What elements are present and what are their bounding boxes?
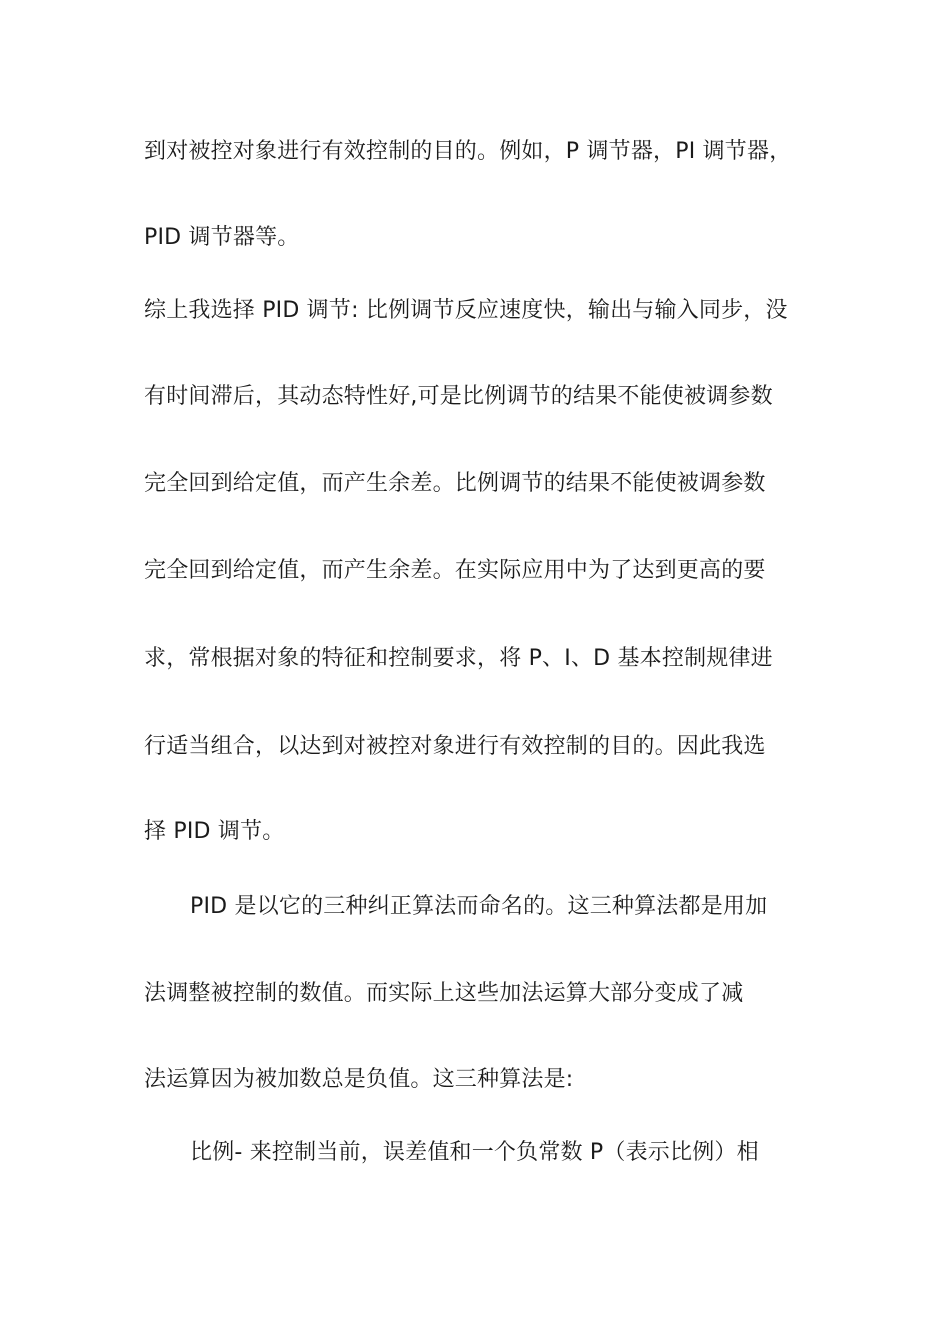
paragraph-line: 行适当组合，以达到对被控对象进行有效控制的目的。因此我选 bbox=[144, 734, 766, 759]
paragraph-line: 求，常根据对象的特征和控制要求，将 P、I、D 基本控制规律进 bbox=[144, 646, 773, 671]
paragraph-line: PID 调节器等。 bbox=[144, 225, 300, 250]
paragraph-line: 法运算因为被加数总是负值。这三种算法是: bbox=[144, 1067, 574, 1092]
paragraph-line: 择 PID 调节。 bbox=[144, 819, 285, 844]
paragraph-line: PID 是以它的三种纠正算法而命名的。这三种算法都是用加 bbox=[190, 894, 768, 919]
paragraph-line: 有时间滞后，其动态特性好,可是比例调节的结果不能使被调参数 bbox=[144, 384, 773, 409]
paragraph-line: 完全回到给定值，而产生余差。比例调节的结果不能使被调参数 bbox=[144, 471, 766, 496]
paragraph-line: 综上我选择 PID 调节: 比例调节反应速度快，输出与输入同步，没 bbox=[144, 298, 788, 323]
paragraph-line: 比例- 来控制当前，误差值和一个负常数 P（表示比例）相 bbox=[190, 1140, 759, 1165]
paragraph-line: 完全回到给定值，而产生余差。在实际应用中为了达到更高的要 bbox=[144, 558, 766, 583]
paragraph-line: 到对被控对象进行有效控制的目的。例如，P 调节器，PI 调节器， bbox=[144, 139, 792, 164]
paragraph-line: 法调整被控制的数值。而实际上这些加法运算大部分变成了减 bbox=[144, 981, 744, 1006]
